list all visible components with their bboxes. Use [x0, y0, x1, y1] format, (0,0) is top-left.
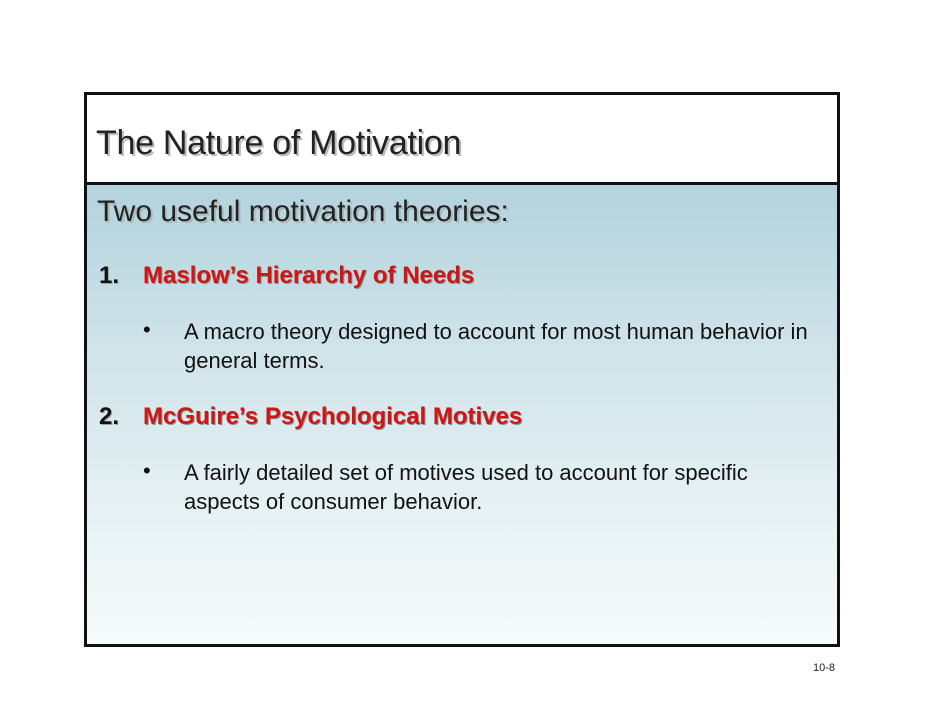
bullet-1: •	[143, 317, 151, 342]
page-number: 10-8	[813, 662, 836, 674]
slide-content	[87, 185, 837, 644]
item-number-2: 2.	[99, 403, 120, 430]
theory-description-maslow: A macro theory designed to account for most human behavior in general terms.	[184, 319, 808, 373]
theory-heading-maslow: Maslow’s Hierarchy of Needs	[143, 262, 475, 289]
intro-text: Two useful motivation theories:	[97, 195, 509, 228]
theory-description-mcguire: A fairly detailed set of motives used to account for specific aspects of consumer behavior.	[184, 460, 748, 514]
bullet-2: •	[143, 458, 151, 483]
theory-heading-mcguire: McGuire’s Psychological Motives	[143, 403, 523, 430]
slide-title: The Nature of Motivation	[96, 124, 462, 162]
title-bar	[87, 95, 837, 185]
slide-frame	[84, 92, 840, 647]
item-number-1: 1.	[99, 262, 120, 289]
